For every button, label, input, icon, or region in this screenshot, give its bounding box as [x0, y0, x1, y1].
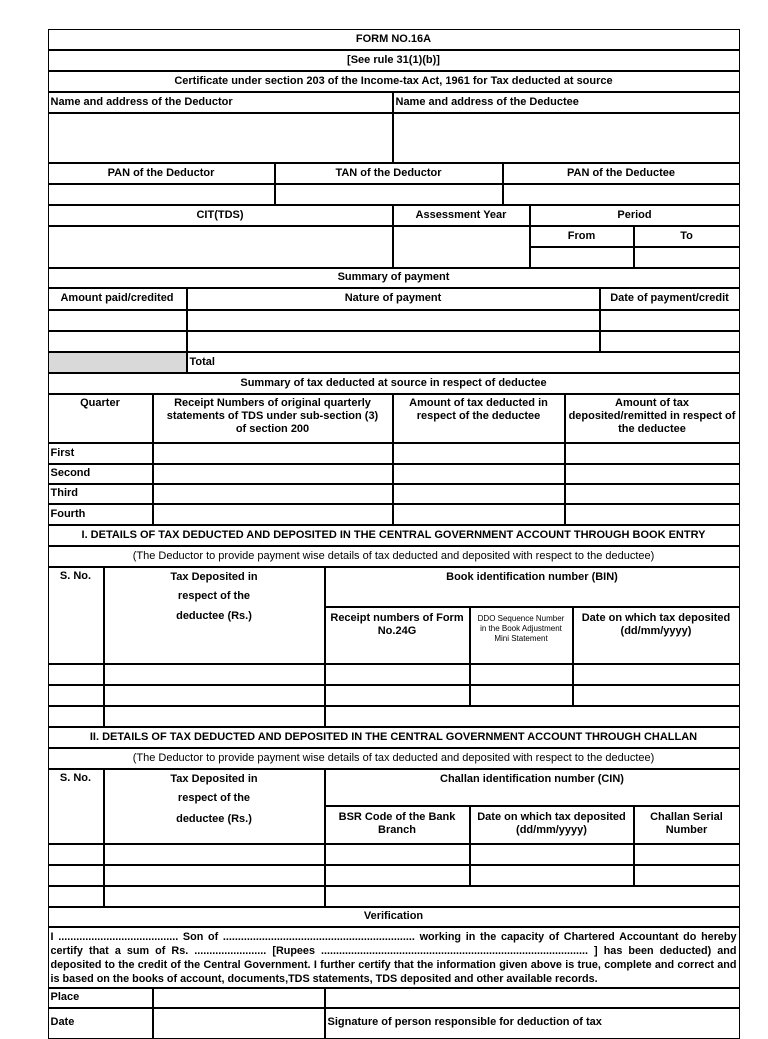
verification-heading: Verification: [48, 907, 740, 927]
summary-payment-heading: Summary of payment: [48, 268, 740, 288]
signature-label: Signature of person responsible for deduction of tax: [325, 1008, 740, 1039]
place-field[interactable]: [153, 988, 325, 1008]
s1-tax-line1: Tax Deposited in: [170, 570, 258, 583]
tan-deductor-field[interactable]: [275, 184, 503, 205]
deductee-name-field[interactable]: [393, 113, 740, 163]
payment-cell[interactable]: [187, 310, 600, 331]
tan-deductor-label: TAN of the Deductor: [275, 163, 503, 184]
s2-cell[interactable]: [470, 844, 634, 865]
period-to-label: To: [634, 226, 740, 247]
period-from-field[interactable]: [530, 247, 634, 268]
s1-cell[interactable]: [325, 685, 470, 706]
quarter-cell[interactable]: [565, 443, 740, 464]
deductee-name-label: Name and address of the Deductee: [393, 92, 740, 113]
deductor-name-field[interactable]: [48, 113, 393, 163]
quarter-cell[interactable]: [153, 464, 393, 484]
s2-serial-label: Challan Serial Number: [634, 806, 740, 844]
s1-bin-label: Book identification number (BIN): [325, 567, 740, 607]
s1-ddo-label: DDO Sequence Number in the Book Adjustment Mini Statement: [470, 607, 573, 664]
certificate-title: Certificate under section 203 of the Income-tax Act, 1961 for Tax deducted at source: [48, 71, 740, 92]
s1-cell[interactable]: [104, 685, 325, 706]
form-rule: [See rule 31(1)(b)]: [48, 50, 740, 71]
date-field[interactable]: [153, 1008, 325, 1039]
section1-heading: I. DETAILS OF TAX DEDUCTED AND DEPOSITED IN THE CENTRAL GOVERNMENT ACCOUNT THROUGH BOOK ENTRY: [48, 525, 740, 546]
s1-tax-line2: respect of the: [177, 589, 251, 602]
quarter-cell[interactable]: [565, 504, 740, 525]
verification-text: I ........................................ Son of ................................................................ working in the capacity of Chartered Accountant do hereby certify that a sum of Rs. ........................ [Rupees ......................................................................................... ] has been deducted) and deposited to the credit of the Central Government. I further certify that the information given above is true, complete and correct and is based on the books of account, documents,TDS statements, TDS deposited and other available records.: [48, 927, 740, 988]
quarter-label: Quarter: [48, 394, 153, 443]
s1-cell[interactable]: [573, 685, 740, 706]
pan-deductee-field[interactable]: [503, 184, 740, 205]
payment-cell[interactable]: [600, 331, 740, 352]
quarter-cell[interactable]: [393, 443, 565, 464]
quarter-cell[interactable]: [153, 504, 393, 525]
s1-date-label: Date on which tax deposited (dd/mm/yyyy): [573, 607, 740, 664]
s2-cell[interactable]: [48, 886, 104, 907]
s1-cell[interactable]: [573, 664, 740, 685]
s2-cell[interactable]: [325, 844, 470, 865]
quarter-cell[interactable]: [153, 484, 393, 504]
s1-sno-label: S. No.: [48, 567, 104, 664]
signature-space: [325, 988, 740, 1008]
s2-cell[interactable]: [104, 844, 325, 865]
s2-cell[interactable]: [104, 886, 325, 907]
pan-deductee-label: PAN of the Deductee: [503, 163, 740, 184]
s1-tax-deposited-label: [104, 567, 325, 664]
s2-cell[interactable]: [325, 886, 740, 907]
s2-cin-label: Challan identification number (CIN): [325, 769, 740, 806]
s2-sno-label: S. No.: [48, 769, 104, 844]
s2-tax-line2: respect of the: [177, 791, 251, 804]
date-label: Date: [48, 1008, 153, 1039]
pan-deductor-label: PAN of the Deductor: [48, 163, 275, 184]
date-payment-label: Date of payment/credit: [600, 288, 740, 310]
period-to-field[interactable]: [634, 247, 740, 268]
s2-cell[interactable]: [325, 865, 470, 886]
form-title: FORM NO.16A: [48, 29, 740, 50]
quarter-first: First: [48, 443, 153, 464]
s2-cell[interactable]: [634, 865, 740, 886]
s2-cell[interactable]: [48, 844, 104, 865]
quarter-third: Third: [48, 484, 153, 504]
total-label: Total: [187, 352, 740, 373]
s1-cell[interactable]: [48, 685, 104, 706]
section2-heading: II. DETAILS OF TAX DEDUCTED AND DEPOSITED IN THE CENTRAL GOVERNMENT ACCOUNT THROUGH CHALLAN: [48, 727, 740, 748]
s1-cell[interactable]: [104, 706, 325, 727]
s1-tax-line3: deductee (Rs.): [176, 609, 252, 622]
quarter-fourth: Fourth: [48, 504, 153, 525]
s1-cell[interactable]: [470, 664, 573, 685]
s1-receipt-label: Receipt numbers of Form No.24G: [325, 607, 470, 664]
s2-bsr-label: BSR Code of the Bank Branch: [325, 806, 470, 844]
assessment-year-field[interactable]: [393, 226, 530, 268]
payment-cell[interactable]: [187, 331, 600, 352]
total-amount-cell: [48, 352, 187, 373]
s2-date-label: Date on which tax deposited (dd/mm/yyyy): [470, 806, 634, 844]
cit-tds-field[interactable]: [48, 226, 393, 268]
payment-cell[interactable]: [48, 331, 187, 352]
s1-cell[interactable]: [325, 706, 740, 727]
summary-tax-heading: Summary of tax deducted at source in respect of deductee: [48, 373, 740, 394]
period-label: Period: [530, 205, 740, 226]
form-16a: [48, 29, 740, 1039]
s1-cell[interactable]: [325, 664, 470, 685]
period-from-label: From: [530, 226, 634, 247]
quarter-cell[interactable]: [393, 504, 565, 525]
quarter-second: Second: [48, 464, 153, 484]
amount-paid-label: Amount paid/credited: [48, 288, 187, 310]
quarter-cell[interactable]: [565, 464, 740, 484]
s2-cell[interactable]: [48, 865, 104, 886]
amount-deducted-label: Amount of tax deducted in respect of the deductee: [393, 394, 565, 443]
s2-tax-line3: deductee (Rs.): [176, 812, 252, 825]
nature-payment-label: Nature of payment: [187, 288, 600, 310]
receipt-numbers-label: Receipt Numbers of original quarterly statements of TDS under sub-section (3) of section 200: [153, 394, 393, 443]
quarter-cell[interactable]: [393, 484, 565, 504]
s1-cell[interactable]: [470, 685, 573, 706]
amount-deposited-label: Amount of tax deposited/remitted in respect of the deductee: [565, 394, 740, 443]
section1-note: (The Deductor to provide payment wise details of tax deducted and deposited with respect to the deductee): [48, 546, 740, 567]
quarter-cell[interactable]: [393, 464, 565, 484]
pan-deductor-field[interactable]: [48, 184, 275, 205]
s2-cell[interactable]: [634, 844, 740, 865]
section2-note: (The Deductor to provide payment wise details of tax deducted and deposited with respect to the deductee): [48, 748, 740, 769]
assessment-year-label: Assessment Year: [393, 205, 530, 226]
place-label: Place: [48, 988, 153, 1008]
quarter-cell[interactable]: [153, 443, 393, 464]
s2-tax-line1: Tax Deposited in: [170, 772, 258, 785]
cit-tds-label: CIT(TDS): [48, 205, 393, 226]
payment-cell[interactable]: [600, 310, 740, 331]
s1-cell[interactable]: [48, 706, 104, 727]
s1-cell[interactable]: [104, 664, 325, 685]
s1-cell[interactable]: [48, 664, 104, 685]
deductor-name-label: Name and address of the Deductor: [48, 92, 393, 113]
payment-cell[interactable]: [48, 310, 187, 331]
quarter-cell[interactable]: [565, 484, 740, 504]
s2-cell[interactable]: [470, 865, 634, 886]
s2-cell[interactable]: [104, 865, 325, 886]
s2-tax-deposited-label: [104, 769, 325, 844]
